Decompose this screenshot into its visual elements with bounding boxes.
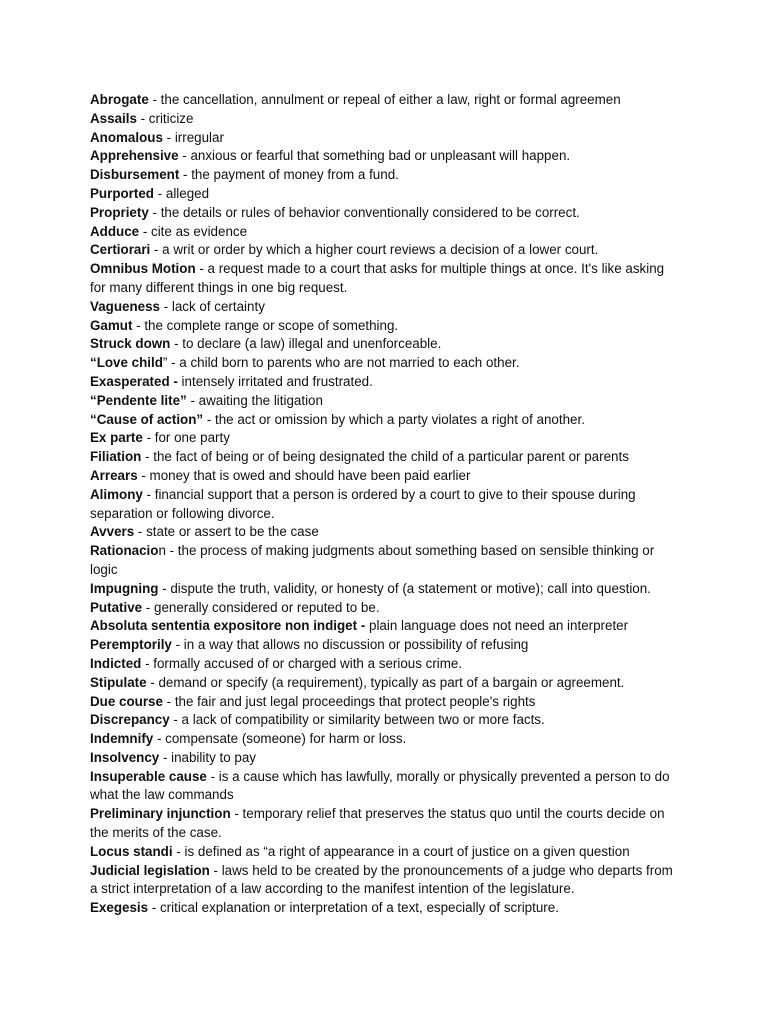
glossary-term: Putative bbox=[90, 599, 143, 615]
glossary-entry bbox=[90, 617, 682, 636]
glossary-definition: - financial support that a person is ordered by a court to give to their spouse during separation or following divorce. bbox=[90, 486, 636, 521]
glossary-definition: - the fair and just legal proceedings that protect people's rights bbox=[162, 693, 536, 709]
glossary-definition: - the details or rules of behavior conventionally considered to be correct. bbox=[148, 204, 580, 220]
glossary-definition: - a writ or order by which a higher court reviews a decision of a lower court. bbox=[150, 242, 599, 258]
glossary-entry bbox=[90, 147, 682, 166]
glossary-term: Adduce bbox=[90, 223, 140, 239]
glossary-definition: - laws held to be created by the pronouncements of a judge who departs from a strict interpretation of a law according to the manifest intention of the legislature. bbox=[90, 862, 673, 897]
glossary-entry bbox=[90, 693, 682, 712]
glossary-term: Insuperable cause bbox=[90, 768, 207, 784]
glossary-entry bbox=[90, 486, 682, 524]
glossary-entry bbox=[90, 373, 682, 392]
glossary-definition: - critical explanation or interpretation of a text, especially of scripture. bbox=[148, 900, 559, 916]
glossary-entry bbox=[90, 241, 682, 260]
glossary-term: Omnibus Motion bbox=[90, 261, 196, 277]
glossary-definition: - dispute the truth, validity, or honesty of (a statement or motive); call into question. bbox=[158, 580, 651, 596]
glossary-list bbox=[90, 91, 682, 918]
glossary-entry bbox=[90, 542, 682, 580]
glossary-entry bbox=[90, 223, 682, 242]
glossary-definition: - formally accused of or charged with a serious crime. bbox=[141, 655, 463, 671]
glossary-entry bbox=[90, 392, 682, 411]
glossary-entry bbox=[90, 448, 682, 467]
glossary-entry bbox=[90, 354, 682, 373]
glossary-term: Peremptorily bbox=[90, 637, 172, 653]
glossary-entry bbox=[90, 523, 682, 542]
glossary-term: Vagueness bbox=[90, 298, 160, 314]
glossary-term: Assails bbox=[90, 110, 137, 126]
glossary-term: Ex parte bbox=[90, 430, 143, 446]
glossary-definition: - the fact of being or of being designated the child of a particular parent or parents bbox=[141, 449, 629, 465]
glossary-definition: - compensate (someone) for harm or loss. bbox=[153, 731, 407, 747]
glossary-entry bbox=[90, 185, 682, 204]
glossary-entry bbox=[90, 636, 682, 655]
glossary-entry bbox=[90, 862, 682, 900]
glossary-entry bbox=[90, 899, 682, 918]
glossary-term: Absoluta sententia expositore non indiget - bbox=[90, 618, 366, 634]
glossary-definition: - to declare (a law) illegal and unenforceable. bbox=[170, 336, 442, 352]
glossary-entry bbox=[90, 411, 682, 430]
glossary-definition: - irregular bbox=[162, 129, 224, 145]
glossary-entry bbox=[90, 749, 682, 768]
glossary-definition: - is a cause which has lawfully, morally or physically prevented a person to do what the law commands bbox=[90, 768, 670, 803]
glossary-term: Apprehensive bbox=[90, 148, 179, 164]
glossary-definition: - state or assert to be the case bbox=[134, 524, 319, 540]
glossary-definition: - a request made to a court that asks for multiple things at once. It's like asking for many different things in one big request. bbox=[90, 261, 665, 295]
glossary-definition: - awaiting the litigation bbox=[186, 392, 323, 408]
glossary-definition: - the cancellation, annulment or repeal of either a law, right or formal agreemen bbox=[148, 92, 621, 107]
glossary-entry bbox=[90, 317, 682, 336]
glossary-entry bbox=[90, 335, 682, 354]
glossary-entry bbox=[90, 204, 682, 223]
glossary-term: Arrears bbox=[90, 467, 138, 483]
glossary-definition: - lack of certainty bbox=[159, 298, 265, 314]
glossary-definition: - demand or specify (a requirement), typically as part of a bargain or agreement. bbox=[146, 674, 625, 690]
glossary-term: Filiation bbox=[90, 449, 142, 465]
glossary-term: Abrogate bbox=[90, 92, 149, 107]
glossary-entry bbox=[90, 711, 682, 730]
glossary-term: Rationacio bbox=[90, 543, 159, 559]
glossary-definition: intensely irritated and frustrated. bbox=[177, 373, 373, 389]
glossary-term: Avvers bbox=[90, 524, 135, 540]
glossary-entry bbox=[90, 91, 682, 110]
glossary-entry bbox=[90, 730, 682, 749]
glossary-term: Certiorari bbox=[90, 242, 151, 258]
glossary-definition: - a lack of compatibility or similarity between two or more facts. bbox=[169, 712, 545, 728]
glossary-definition: - the complete range or scope of something. bbox=[132, 317, 399, 333]
glossary-entry bbox=[90, 674, 682, 693]
glossary-entry bbox=[90, 599, 682, 618]
glossary-entry bbox=[90, 298, 682, 317]
glossary-definition: plain language does not need an interpreter bbox=[365, 618, 629, 634]
glossary-definition: - alleged bbox=[153, 185, 210, 201]
glossary-term: Stipulate bbox=[90, 674, 147, 690]
glossary-definition: - inability to pay bbox=[159, 749, 256, 765]
glossary-term: Indicted bbox=[90, 655, 142, 671]
glossary-definition: - for one party bbox=[142, 430, 230, 446]
glossary-term: “Pendente lite” bbox=[90, 392, 187, 408]
glossary-term: Struck down bbox=[90, 336, 171, 352]
glossary-term: Exegesis bbox=[90, 900, 149, 916]
glossary-term: Disbursement bbox=[90, 167, 180, 183]
glossary-definition: - temporary relief that preserves the status quo until the courts decide on the merits of the case. bbox=[90, 806, 665, 841]
glossary-entry bbox=[90, 805, 682, 843]
glossary-term: Judicial legislation bbox=[90, 862, 210, 878]
glossary-term: Exasperated - bbox=[90, 373, 178, 389]
glossary-term: Due course bbox=[90, 693, 163, 709]
glossary-term: Insolvency bbox=[90, 749, 160, 765]
glossary-entry bbox=[90, 129, 682, 148]
glossary-term: Anomalous bbox=[90, 129, 163, 145]
glossary-definition: - criticize bbox=[136, 110, 194, 126]
glossary-term: Preliminary injunction bbox=[90, 806, 231, 822]
glossary-entry bbox=[90, 768, 682, 806]
glossary-term: Purported bbox=[90, 185, 154, 201]
glossary-entry bbox=[90, 580, 682, 599]
glossary-term: Indemnify bbox=[90, 731, 154, 747]
glossary-definition: - in a way that allows no discussion or possibility of refusing bbox=[171, 637, 529, 653]
glossary-term: Impugning bbox=[90, 580, 159, 596]
glossary-entry bbox=[90, 843, 682, 862]
glossary-entry bbox=[90, 467, 682, 486]
glossary-definition: - generally considered or reputed to be. bbox=[142, 599, 380, 615]
glossary-definition: - is defined as “a right of appearance in a court of justice on a given question bbox=[172, 843, 630, 859]
glossary-entry bbox=[90, 166, 682, 185]
glossary-definition: - anxious or fearful that something bad or unpleasant will happen. bbox=[178, 148, 571, 164]
glossary-definition: - cite as evidence bbox=[139, 223, 248, 239]
glossary-definition: - the payment of money from a fund. bbox=[179, 167, 399, 183]
glossary-definition: - money that is owed and should have been paid earlier bbox=[137, 467, 471, 483]
glossary-entry bbox=[90, 110, 682, 129]
glossary-entry bbox=[90, 260, 682, 298]
glossary-term: Propriety bbox=[90, 204, 149, 220]
glossary-definition: - the act or omission by which a party violates a right of another. bbox=[203, 411, 585, 427]
glossary-definition: ” - a child born to parents who are not married to each other. bbox=[162, 355, 520, 371]
glossary-entry bbox=[90, 429, 682, 448]
glossary-term: Gamut bbox=[90, 317, 133, 333]
glossary-term: “Love child bbox=[90, 355, 163, 371]
glossary-term: Locus standi bbox=[90, 843, 173, 859]
glossary-entry bbox=[90, 655, 682, 674]
glossary-definition: n - the process of making judgments about something based on sensible thinking or logic bbox=[90, 543, 655, 577]
glossary-term: “Cause of action” bbox=[90, 411, 204, 427]
glossary-term: Discrepancy bbox=[90, 712, 170, 728]
glossary-term: Alimony bbox=[90, 486, 143, 502]
